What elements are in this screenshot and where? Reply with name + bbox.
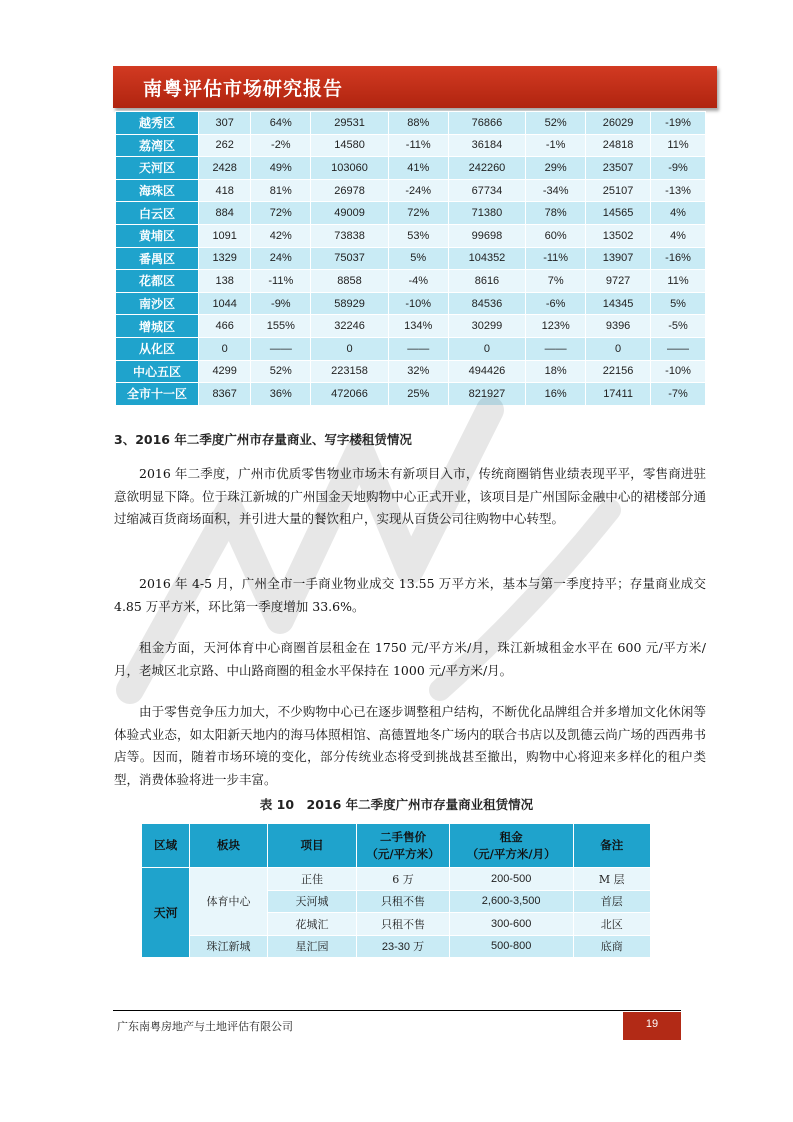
table-header-row [142,824,651,868]
value-cell: 71380 [448,202,526,225]
value-cell: 494426 [448,360,526,383]
value-cell: -2% [251,134,311,157]
value-cell: —— [651,337,706,360]
value-cell: 104352 [448,247,526,270]
value-cell: 821927 [448,383,526,406]
value-cell: 14565 [586,202,651,225]
rent-cell: 500-800 [449,935,573,958]
value-cell: 1329 [199,247,251,270]
table-row [116,383,706,406]
table-row [116,134,706,157]
value-cell: 64% [251,112,311,135]
value-cell: 36% [251,383,311,406]
header-note: 备注 [573,824,651,868]
value-cell: -4% [388,270,448,293]
district-cell: 越秀区 [116,112,199,135]
value-cell: 26978 [311,179,389,202]
value-cell: 36184 [448,134,526,157]
value-cell: 76866 [448,112,526,135]
note-cell: M 层 [573,868,651,891]
price-cell: 只租不售 [357,890,450,913]
block-cell: 珠江新城 [190,935,267,958]
value-cell: 25107 [586,179,651,202]
value-cell: 14580 [311,134,389,157]
value-cell: 0 [448,337,526,360]
value-cell: 88% [388,112,448,135]
value-cell: 29531 [311,112,389,135]
value-cell: 123% [526,315,586,338]
price-cell: 6 万 [357,868,450,891]
footer-divider [113,1010,681,1011]
value-cell: 1044 [199,292,251,315]
value-cell: 67734 [448,179,526,202]
footer-company: 广东南粤房地产与土地评估有限公司 [117,1020,293,1033]
value-cell: 32% [388,360,448,383]
value-cell: 2428 [199,157,251,180]
value-cell: 11% [651,270,706,293]
value-cell: 103060 [311,157,389,180]
value-cell: 4299 [199,360,251,383]
value-cell: 9396 [586,315,651,338]
note-cell: 首层 [573,890,651,913]
table-row [116,247,706,270]
header-price-label: 二手售价 [380,829,427,844]
value-cell: 4% [651,202,706,225]
value-cell: 42% [251,224,311,247]
value-cell: 60% [526,224,586,247]
value-cell: 9727 [586,270,651,293]
project-cell: 正佳 [267,868,357,891]
project-cell: 星汇园 [267,935,357,958]
table-row [142,935,651,958]
table-caption: 表 10 2016 年二季度广州市存量商业租赁情况 [259,797,534,812]
value-cell: 472066 [311,383,389,406]
table-row [116,202,706,225]
value-cell: 24% [251,247,311,270]
note-cell: 底商 [573,935,651,958]
value-cell: 72% [251,202,311,225]
value-cell: -11% [251,270,311,293]
value-cell: -34% [526,179,586,202]
value-cell: 223158 [311,360,389,383]
table-row [142,868,651,891]
district-cell: 从化区 [116,337,199,360]
district-cell: 全市十一区 [116,383,199,406]
value-cell: —— [251,337,311,360]
district-cell: 中心五区 [116,360,199,383]
district-cell: 荔湾区 [116,134,199,157]
value-cell: 73838 [311,224,389,247]
value-cell: 884 [199,202,251,225]
value-cell: 0 [586,337,651,360]
value-cell: 242260 [448,157,526,180]
value-cell: 32246 [311,315,389,338]
region-cell: 天河 [142,868,190,958]
value-cell: -10% [651,360,706,383]
rent-cell: 200-500 [449,868,573,891]
value-cell: 84536 [448,292,526,315]
value-cell: 8858 [311,270,389,293]
paragraph-2: 2016 年 4-5 月，广州全市一手商业物业成交 13.55 万平方米，基本与第一季度持平；存量商业成交 4.85 万平方米，环比第一季度增加 33.6%。 [114,576,706,614]
value-cell: 22156 [586,360,651,383]
value-cell: 307 [199,112,251,135]
value-cell: 14345 [586,292,651,315]
value-cell: 0 [199,337,251,360]
value-cell: 5% [388,247,448,270]
value-cell: 23507 [586,157,651,180]
district-cell: 花都区 [116,270,199,293]
value-cell: 155% [251,315,311,338]
value-cell: 75037 [311,247,389,270]
report-title: 南粤评估市场研究报告 [143,78,344,100]
district-cell: 海珠区 [116,179,199,202]
value-cell: 418 [199,179,251,202]
rent-cell: 300-600 [449,913,573,936]
header-bar [113,66,717,108]
value-cell: -16% [651,247,706,270]
value-cell: 17411 [586,383,651,406]
header-rent [449,824,573,868]
table-row [116,112,706,135]
district-cell: 番禺区 [116,247,199,270]
value-cell: —— [526,337,586,360]
table-row [116,270,706,293]
table-row [116,360,706,383]
value-cell: 53% [388,224,448,247]
district-cell: 白云区 [116,202,199,225]
value-cell: 52% [251,360,311,383]
value-cell: 72% [388,202,448,225]
value-cell: -9% [651,157,706,180]
header-price [357,824,450,868]
section-title: 3、2016 年二季度广州市存量商业、写字楼租赁情况 [114,432,412,447]
value-cell: 13502 [586,224,651,247]
value-cell: 5% [651,292,706,315]
table-row [116,292,706,315]
value-cell: 8367 [199,383,251,406]
project-cell: 花城汇 [267,913,357,936]
value-cell: -13% [651,179,706,202]
value-cell: -6% [526,292,586,315]
value-cell: -11% [388,134,448,157]
value-cell: -1% [526,134,586,157]
value-cell: 24818 [586,134,651,157]
paragraph-1: 2016 年二季度，广州市优质零售物业市场未有新项目入市，传统商圈销售业绩表现平平，零售商进驻意欲明显下降。位于珠江新城的广州国金天地购物中心正式开业，该项目是广州国际金融中心的裙楼部分通过缩减百货商场面积，并引进大量的餐饮租户，实现从百货公司往购物中心转型。 [114,466,706,526]
value-cell: 0 [311,337,389,360]
value-cell: -5% [651,315,706,338]
value-cell: 4% [651,224,706,247]
paragraph-4: 由于零售竞争压力加大，不少购物中心已在逐步调整租户结构，不断优化品牌组合并多增加文化休闲等体验式业态，如太阳新天地内的海马体照相馆、高德置地冬广场内的联合书店以及凯德云尚广场的西西弗书店等。因而，随着市场环境的变化，部分传统业态将受到挑战甚至撤出，购物中心将迎来多样化的租户类型，消费体验将进一步丰富。 [114,704,706,787]
value-cell: 138 [199,270,251,293]
value-cell: 134% [388,315,448,338]
header-project: 项目 [267,824,357,868]
value-cell: -24% [388,179,448,202]
value-cell: 16% [526,383,586,406]
district-stats-table [115,111,706,406]
value-cell: 26029 [586,112,651,135]
value-cell: 7% [526,270,586,293]
value-cell: —— [388,337,448,360]
price-cell: 只租不售 [357,913,450,936]
project-cell: 天河城 [267,890,357,913]
rental-table [141,823,651,958]
value-cell: 99698 [448,224,526,247]
value-cell: 11% [651,134,706,157]
value-cell: 49% [251,157,311,180]
table-row [116,224,706,247]
header-region: 区域 [142,824,190,868]
table-row [116,157,706,180]
value-cell: -9% [251,292,311,315]
value-cell: 466 [199,315,251,338]
value-cell: -7% [651,383,706,406]
table-row [116,337,706,360]
note-cell: 北区 [573,913,651,936]
header-block: 板块 [190,824,267,868]
value-cell: 78% [526,202,586,225]
page-number: 19 [623,1012,681,1040]
value-cell: 49009 [311,202,389,225]
block-cell: 体育中心 [190,868,267,936]
value-cell: 1091 [199,224,251,247]
value-cell: 41% [388,157,448,180]
district-cell: 增城区 [116,315,199,338]
value-cell: 30299 [448,315,526,338]
value-cell: 18% [526,360,586,383]
header-rent-label: 租金 [499,829,523,844]
rent-cell: 2,600-3,500 [449,890,573,913]
header-rent-unit: （元/平方米/月） [466,846,556,861]
header-price-unit: （元/平方米） [366,846,440,861]
value-cell: 29% [526,157,586,180]
value-cell: 58929 [311,292,389,315]
table-row [116,179,706,202]
value-cell: -10% [388,292,448,315]
value-cell: -11% [526,247,586,270]
value-cell: 8616 [448,270,526,293]
value-cell: 52% [526,112,586,135]
paragraph-3: 租金方面，天河体育中心商圈首层租金在 1750 元/平方米/月，珠江新城租金水平在 600 元/平方米/月，老城区北京路、中山路商圈的租金水平保持在 1000 元/平方米/月。 [114,640,706,678]
value-cell: 25% [388,383,448,406]
district-cell: 天河区 [116,157,199,180]
value-cell: 13907 [586,247,651,270]
district-cell: 南沙区 [116,292,199,315]
value-cell: -19% [651,112,706,135]
value-cell: 262 [199,134,251,157]
price-cell: 23-30 万 [357,935,450,958]
value-cell: 81% [251,179,311,202]
table-row [116,315,706,338]
district-cell: 黄埔区 [116,224,199,247]
